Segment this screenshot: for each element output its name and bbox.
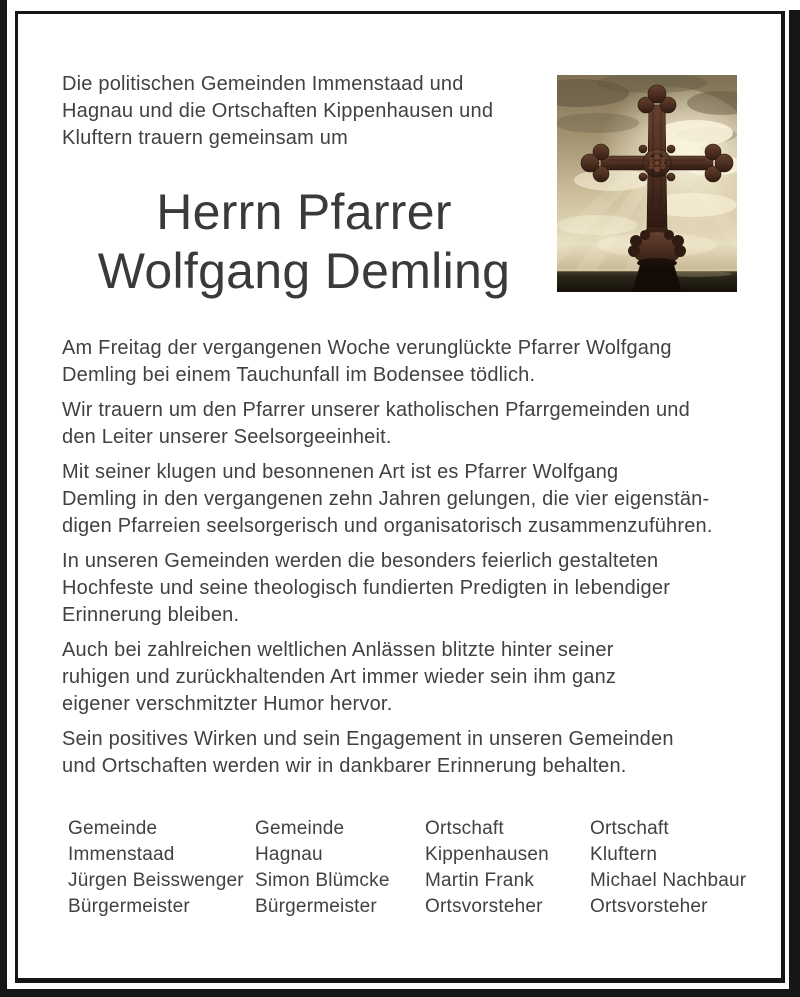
signature-role: Bürgermeister bbox=[255, 896, 377, 917]
obituary-body bbox=[62, 335, 754, 788]
signature-name: Martin Frank bbox=[425, 870, 535, 891]
signature-org-line: Kippenhausen bbox=[425, 844, 549, 865]
signature-column bbox=[425, 816, 549, 920]
signature-columns bbox=[0, 816, 800, 926]
paragraph bbox=[62, 726, 754, 780]
paragraph-line: Demling bei einem Tauchunfall im Bodensee tödlich. bbox=[62, 364, 536, 386]
paragraph-line: Wir trauern um den Pfarrer unserer katholischen Pfarrgemeinden und bbox=[62, 399, 690, 421]
signature-role: Bürgermeister bbox=[68, 896, 190, 917]
signature-org-line: Immenstaad bbox=[68, 844, 175, 865]
signature-name: Simon Blümcke bbox=[255, 870, 390, 891]
signature-org-line: Ortschaft bbox=[590, 818, 669, 839]
signature-org-line: Gemeinde bbox=[255, 818, 345, 839]
paragraph-line: Hochfeste und seine theologisch fundierten Predigten in lebendiger bbox=[62, 577, 671, 599]
signature-org-line: Gemeinde bbox=[68, 818, 158, 839]
signature-role: Ortsvorsteher bbox=[425, 896, 543, 917]
frame-bottom-bar bbox=[0, 989, 800, 997]
paragraph-line: Sein positives Wirken und sein Engagement in unseren Gemeinden bbox=[62, 728, 674, 750]
signature-org-line: Hagnau bbox=[255, 844, 323, 865]
intro-line: Hagnau und die Ortschaften Kippenhausen und bbox=[62, 100, 494, 122]
intro-line: Kluftern trauern gemeinsam um bbox=[62, 127, 348, 149]
deceased-name-title bbox=[60, 183, 548, 301]
signature-column bbox=[68, 816, 244, 920]
paragraph-line: ruhigen und zurückhaltenden Art immer wieder sein ihm ganz bbox=[62, 666, 617, 688]
signature-role: Ortsvorsteher bbox=[590, 896, 708, 917]
paragraph-line: Am Freitag der vergangenen Woche verunglückte Pfarrer Wolfgang bbox=[62, 337, 672, 359]
title-line: Herrn Pfarrer bbox=[156, 184, 452, 240]
cross-photo bbox=[557, 75, 737, 292]
signature-org-line: Ortschaft bbox=[425, 818, 504, 839]
paragraph bbox=[62, 637, 754, 718]
intro-line: Die politischen Gemeinden Immenstaad und bbox=[62, 73, 464, 95]
signature-org-line: Kluftern bbox=[590, 844, 658, 865]
cross-over-lake-graphic bbox=[557, 75, 737, 292]
paragraph-line: eigener verschmitzter Humor hervor. bbox=[62, 693, 393, 715]
intro-text bbox=[62, 71, 493, 152]
paragraph-line: Mit seiner klugen und besonnenen Art ist es Pfarrer Wolfgang bbox=[62, 461, 619, 483]
title-line: Wolfgang Demling bbox=[97, 243, 511, 299]
paragraph-line: Erinnerung bleiben. bbox=[62, 604, 240, 626]
paragraph-line: In unseren Gemeinden werden die besonders feierlich gestalteten bbox=[62, 550, 659, 572]
paragraph-line: und Ortschaften werden wir in dankbarer Erinnerung behalten. bbox=[62, 755, 627, 777]
paragraph bbox=[62, 548, 754, 629]
paragraph bbox=[62, 459, 754, 540]
paragraph-line: Demling in den vergangenen zehn Jahren gelungen, die vier eigenstän- bbox=[62, 488, 710, 510]
signature-column bbox=[590, 816, 746, 920]
paragraph bbox=[62, 397, 754, 451]
paragraph-line: digen Pfarreien seelsorgerisch und organisatorisch zusammenzuführen. bbox=[62, 515, 713, 537]
paragraph-line: Auch bei zahlreichen weltlichen Anlässen blitzte hinter seiner bbox=[62, 639, 614, 661]
paragraph bbox=[62, 335, 754, 389]
signature-name: Jürgen Beisswenger bbox=[68, 870, 244, 891]
paragraph-line: den Leiter unserer Seelsorgeeinheit. bbox=[62, 426, 392, 448]
signature-name: Michael Nachbaur bbox=[590, 870, 747, 891]
signature-column bbox=[255, 816, 390, 920]
